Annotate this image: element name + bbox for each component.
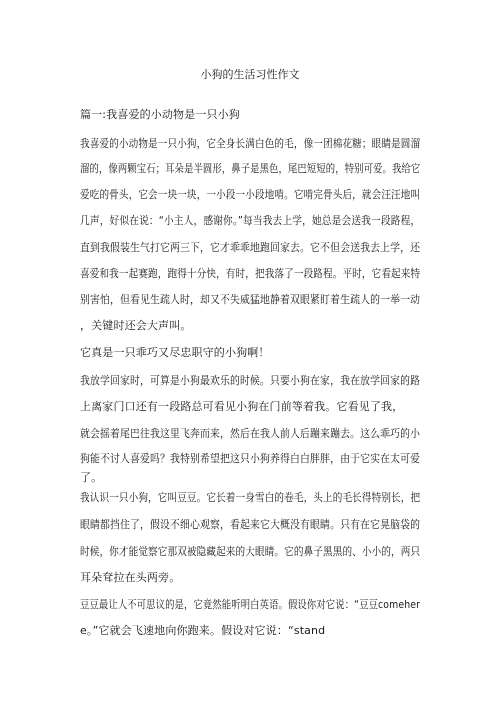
text-line: 直到我假装生气打它两三下，它才乖乖地跑回家去。它不但会送我去上学，还 — [80, 241, 421, 254]
text-line: e。”它就会飞速地向你跑来。假设对它说：“stand — [80, 624, 326, 637]
text-line: 我放学回家时，可算是小狗最欢乐的时候。只要小狗在家，我在放学回家的路 — [80, 374, 421, 387]
text-line: 它真是一只乖巧又尽忠职守的小狗啊！ — [80, 346, 270, 359]
text-line: 几声，好似在说：“小主人，感谢你。”每当我去上学，她总是会送我一段路程， — [80, 214, 421, 227]
text-line: 就会摇着尾巴往我这里飞奔而来，然后在我人前人后蹦来蹦去。这么乖巧的小 — [80, 427, 421, 440]
text-line: 豆豆最让人不可思议的是，它竟然能听明白英语。假设你对它说：“豆豆comeher — [80, 598, 421, 611]
text-line: 眼睛都挡住了，假设不细心观察，看起来它大概没有眼睛。只有在它晃脑袋的 — [80, 518, 421, 531]
text-line: 时候，你才能觉察它那双被隐藏起来的大眼睛。它的鼻子黑黑的、小小的，两只 — [80, 545, 421, 558]
text-line: 了。 — [80, 471, 103, 484]
text-line: 耳朵耷拉在头两旁。 — [80, 571, 181, 584]
section-heading: 篇一:我喜爱的小动物是一只小狗 — [80, 108, 240, 121]
document-title: 小狗的生活习性作文 — [200, 68, 300, 81]
text-line: 上离家门口还有一段路总可看见小狗在门前等着我。它看见了我， — [80, 400, 404, 413]
text-line: ，关键时还会大声叫。 — [80, 319, 192, 332]
text-line: 我认识一只小狗，它叫豆豆。它长着一身雪白的卷毛，头上的毛长得特别长，把 — [80, 491, 421, 504]
text-line: 我喜爱的小动物是一只小狗，它全身长满白色的毛，像一团棉花糖；眼睛是圆溜 — [80, 137, 421, 150]
text-line: 爱吃的骨头，它会一块一块，一小段一小段地啃。它啃完骨头后，就会汪汪地叫 — [80, 188, 421, 201]
text-line: 别害怕，但看见生疏人时，却又不失威猛地静着双眼紧盯着生疏人的一举一动 — [80, 293, 421, 306]
text-line: 溜的，像两颗宝石；耳朵是半圆形，鼻子是黑色，尾巴短短的，特别可爱。我给它 — [80, 162, 421, 175]
text-line: 狗能不讨人喜爱吗？我特别希望把这只小狗养得白白胖胖，由于它实在太可爱 — [80, 452, 421, 465]
text-line: 喜爱和我一起赛跑，跑得十分快，有时，把我落了一段路程。平时，它看起来特 — [80, 267, 421, 280]
